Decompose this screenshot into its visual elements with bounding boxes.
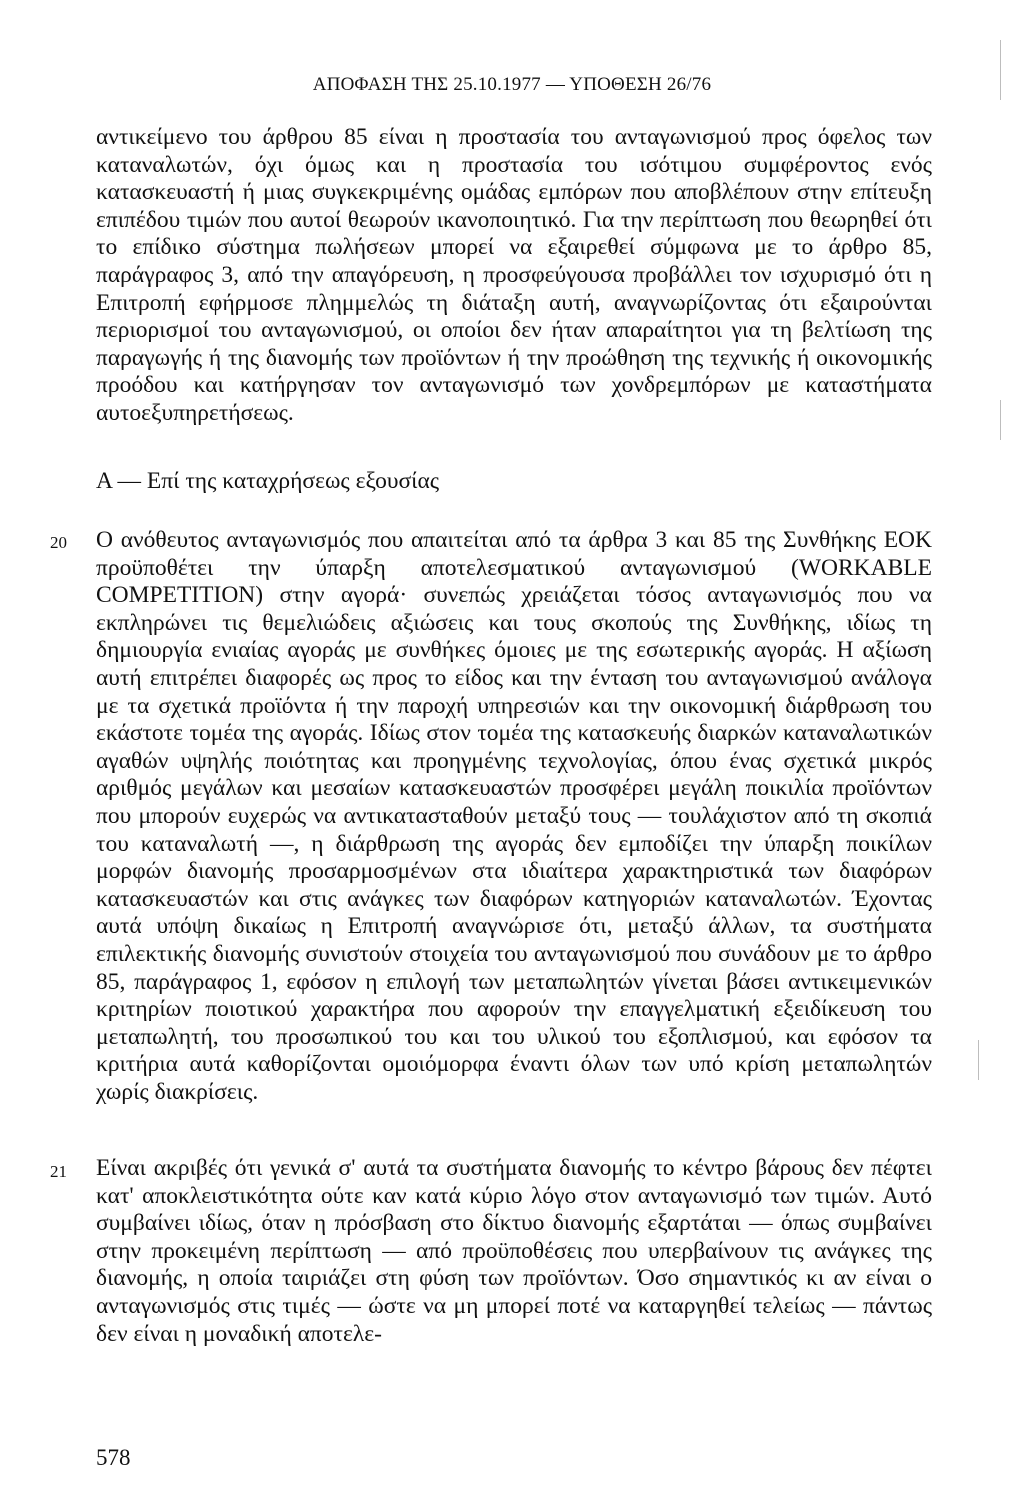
scan-margin-mark — [978, 1040, 979, 1080]
page-header: ΑΠΟΦΑΣΗ ΤΗΣ 25.10.1977 — ΥΠΟΘΕΣΗ 26/76 — [312, 74, 712, 95]
scan-margin-mark — [1000, 400, 1001, 440]
intro-paragraph: αντικείμενο του άρθρου 85 είναι η προστασία του ανταγωνισμού προς όφελος των καταναλωτών, όχι όμως και η προστασία του ισότιμου συμφέροντος ενός κατασκευαστή ή μιας συγκεκριμένης ομάδας εμπόρων που αποβλέπουν στην επίτευξη επιπέδου τιμών που αυτοί θεωρούν ικανοποιητικό. Για την περίπτωση που θεωρηθεί ότι το επίδικο σύστημα πωλήσεων μπορεί να εξαιρεθεί σύμφωνα με το άρθρο 85, παράγραφος 3, από την απαγόρευση, η προσφεύγουσα προβάλλει τον ισχυρισμό ότι η Επιτροπή εφήρμοσε πλημμελώς τη διάταξη αυτή, αναγνωρίζοντας ότι εξαιρούνται περιορισμοί του ανταγωνισμού, οι οποίοι δεν ήταν απαραίτητοι για τη βελτίωση της παραγωγής ή της διανομής των προϊόντων ή την προώθηση της τεχνικής ή οικονομικής προόδου και κατήργησαν τον ανταγωνισμό των χονδρεμπόρων με καταστήματα αυτοεξυπηρετήσεως. — [96, 124, 932, 426]
paragraph-number-20: 20 — [50, 533, 67, 552]
scan-margin-mark — [1000, 40, 1001, 100]
page-number: 578 — [96, 1445, 131, 1470]
section-heading: Α — Επί της καταχρήσεως εξουσίας — [96, 468, 440, 494]
paragraph-20: Ο ανόθευτος ανταγωνισμός που απαιτείται από τα άρθρα 3 και 85 της Συνθήκης ΕΟΚ προϋποθέτει την ύπαρξη αποτελεσματικού ανταγωνισμού (WORKABLE COMPETITION) στην αγορά· συνεπώς χρειάζεται τόσος ανταγωνισμός που να εκπληρώνει τις θεμελιώδεις αξιώσεις και τους σκοπούς της Συνθήκης, ιδίως τη δημιουργία ενιαίας αγοράς με συνθήκες όμοιες με της εσωτερικής αγοράς. Η αξίωση αυτή επιτρέπει διαφορές ως προς το είδος και την ένταση του ανταγωνισμού ανάλογα με τα σχετικά προϊόντα ή την παροχή υπηρεσιών και την οικονομική διάρθρωση του εκάστοτε τομέα της αγοράς. Ιδίως στον τομέα της κατασκευής διαρκών καταναλωτικών αγαθών υψηλής ποιότητας και προηγμένης τεχνολογίας, όπου ένας σχετικά μικρός αριθμός μεγάλων και μεσαίων κατασκευαστών προσφέρει μεγάλη ποικιλία προϊόντων που μπορούν ευχερώς να αντικατασταθούν μεταξύ τους — τουλάχιστον από τη σκοπιά του καταναλωτή —, η διάρθρωση της αγοράς δεν εμποδίζει την ύπαρξη ποικίλων μορφών διανομής προσαρμοσμένων στα ιδιαίτερα χαρακτηριστικά των διαφόρων κατασκευαστών και στις ανάγκες των διαφόρων κατηγοριών καταναλωτών. Έχοντας αυτά υπόψη δικαίως η Επιτροπή αναγνώρισε ότι, μεταξύ άλλων, τα συστήματα επιλεκτικής διανομής συνιστούν στοιχεία του ανταγωνισμού που συνάδουν με το άρθρο 85, παράγραφος 1, εφόσον η επιλογή των μεταπωλητών γίνεται βάσει αντικειμενικών κριτηρίων ποιοτικού χαρακτήρα που αφορούν την επαγγελματική εξειδίκευση του μεταπωλητή, του προσωπικού του και του υλικού του εξοπλισμού, και εφόσον τα κριτήρια αυτά καθορίζονται ομοιόμορφα έναντι όλων των υπό κρίση μεταπωλητών χωρίς διακρίσεις. — [96, 527, 932, 1105]
paragraph-number-21: 21 — [50, 1162, 67, 1181]
paragraph-21: Είναι ακριβές ότι γενικά σ' αυτά τα συστήματα διανομής το κέντρο βάρους δεν πέφτει κατ' αποκλειστικότητα ούτε καν κατά κύριο λόγο στον ανταγωνισμό των τιμών. Αυτό συμβαίνει ιδίως, όταν η πρόσβαση στο δίκτυο διανομής εξαρτάται — όπως συμβαίνει στην προκειμένη περίπτωση — από προϋποθέσεις που υπερβαίνουν τις ανάγκες της διανομής, η οποία ταιριάζει στη φύση των προϊόντων. Όσο σημαντικός κι αν είναι ο ανταγωνισμός στις τιμές — ώστε να μη μπορεί ποτέ να καταργηθεί τελείως — πάντως δεν είναι η μοναδική αποτελε- — [96, 1155, 932, 1347]
